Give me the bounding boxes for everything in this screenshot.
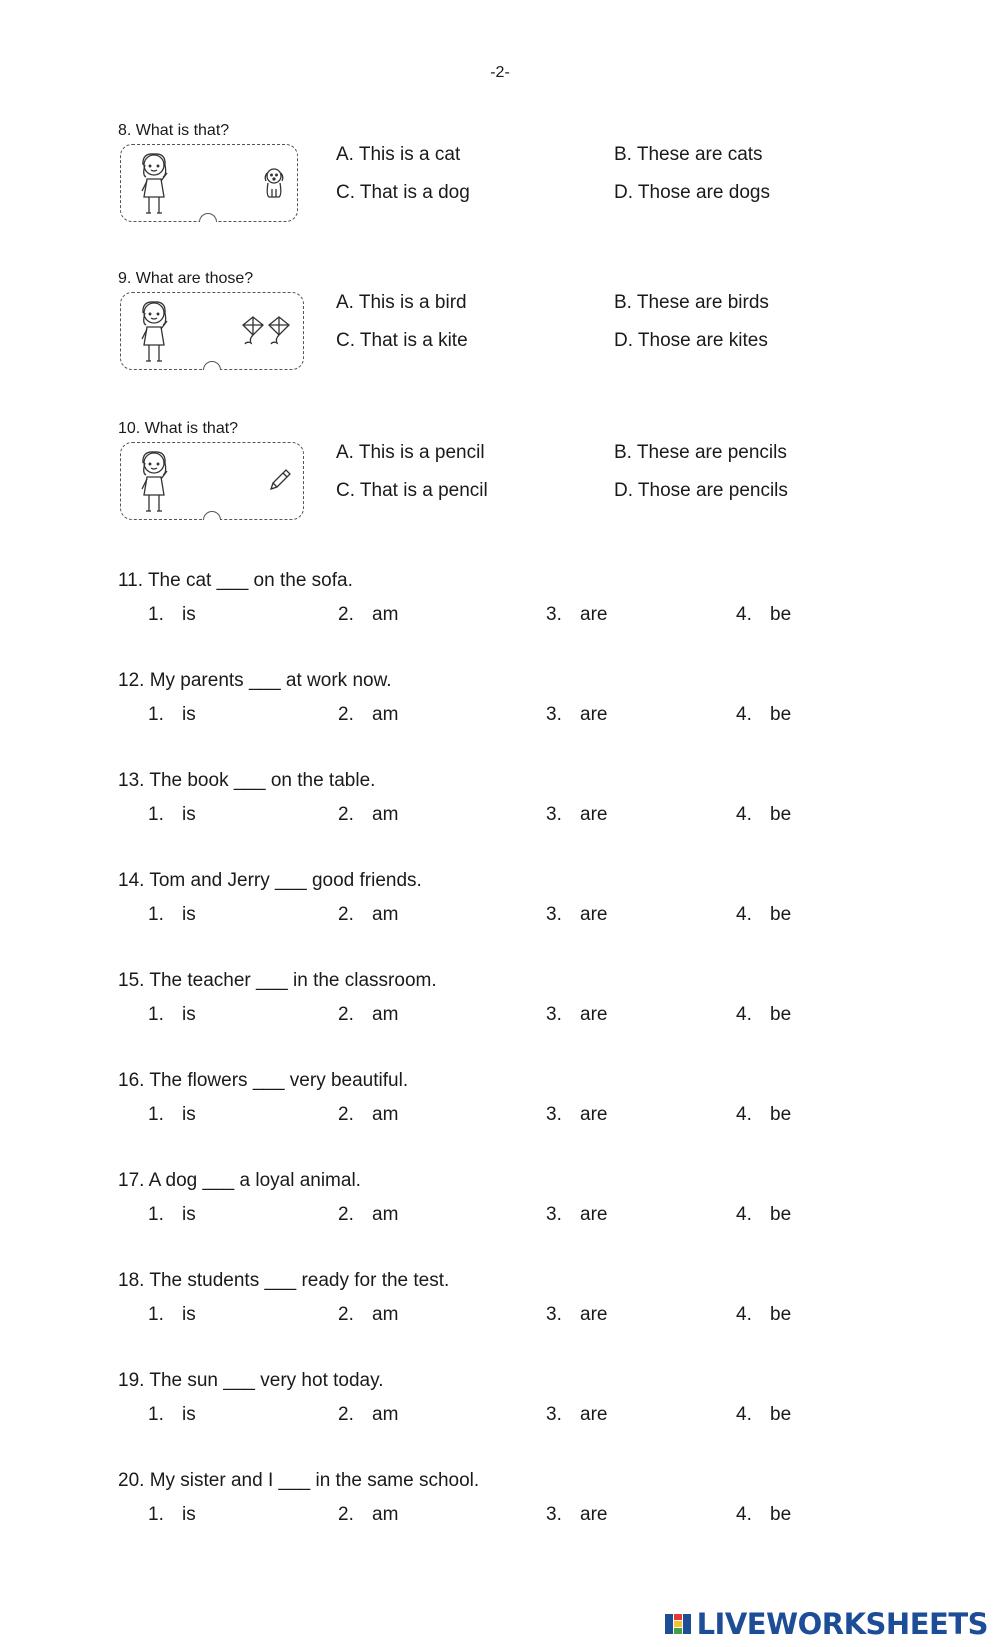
choice-3[interactable]: 3. are bbox=[546, 704, 608, 725]
option-c[interactable]: C. That is a pencil bbox=[336, 480, 488, 501]
choice-2[interactable]: 2. am bbox=[338, 1104, 399, 1125]
question-text: 12. My parents ___ at work now. bbox=[118, 670, 392, 691]
choice-4[interactable]: 4. be bbox=[736, 1004, 792, 1025]
option-a[interactable]: A. This is a bird bbox=[336, 292, 467, 313]
choice-3[interactable]: 3. are bbox=[546, 1204, 608, 1225]
question-text: 20. My sister and I ___ in the same school. bbox=[118, 1470, 480, 1491]
option-b[interactable]: B. These are birds bbox=[614, 292, 769, 313]
choice-1[interactable]: 1. is bbox=[148, 804, 196, 825]
pencil-icon bbox=[267, 467, 293, 493]
option-b[interactable]: B. These are cats bbox=[614, 144, 763, 165]
picture-question bbox=[118, 420, 878, 540]
picture-question bbox=[118, 122, 878, 242]
choice-4[interactable]: 4. be bbox=[736, 1404, 792, 1425]
question-text: 10. What is that? bbox=[118, 420, 239, 437]
choice-3[interactable]: 3. are bbox=[546, 1404, 608, 1425]
girl-icon bbox=[131, 449, 177, 515]
picture-question bbox=[118, 270, 878, 390]
option-c[interactable]: C. That is a dog bbox=[336, 182, 470, 203]
choice-1[interactable]: 1. is bbox=[148, 1204, 196, 1225]
gap-question bbox=[118, 1270, 878, 1350]
option-d[interactable]: D. Those are kites bbox=[614, 330, 768, 351]
choice-1[interactable]: 1. is bbox=[148, 904, 196, 925]
picture-frame bbox=[120, 442, 304, 520]
liveworksheets-logo-icon bbox=[665, 1612, 693, 1636]
choice-2[interactable]: 2. am bbox=[338, 804, 399, 825]
gap-question bbox=[118, 1470, 878, 1550]
gap-question bbox=[118, 1170, 878, 1250]
choice-3[interactable]: 3. are bbox=[546, 1104, 608, 1125]
choice-2[interactable]: 2. am bbox=[338, 1504, 399, 1525]
choice-2[interactable]: 2. am bbox=[338, 1204, 399, 1225]
option-c[interactable]: C. That is a kite bbox=[336, 330, 468, 351]
choice-3[interactable]: 3. are bbox=[546, 904, 608, 925]
option-a[interactable]: A. This is a pencil bbox=[336, 442, 485, 463]
gap-question bbox=[118, 570, 878, 650]
choice-4[interactable]: 4. be bbox=[736, 1304, 792, 1325]
choice-4[interactable]: 4. be bbox=[736, 704, 792, 725]
question-text: 15. The teacher ___ in the classroom. bbox=[118, 970, 437, 991]
question-text: 8. What is that? bbox=[118, 122, 230, 139]
choice-3[interactable]: 3. are bbox=[546, 1004, 608, 1025]
gap-question bbox=[118, 1070, 878, 1150]
choice-2[interactable]: 2. am bbox=[338, 904, 399, 925]
choice-1[interactable]: 1. is bbox=[148, 1404, 196, 1425]
frame-notch bbox=[203, 511, 221, 529]
choice-1[interactable]: 1. is bbox=[148, 704, 196, 725]
frame-notch bbox=[199, 213, 217, 231]
choice-4[interactable]: 4. be bbox=[736, 1204, 792, 1225]
question-text: 18. The students ___ ready for the test. bbox=[118, 1270, 450, 1291]
question-text: 17. A dog ___ a loyal animal. bbox=[118, 1170, 361, 1191]
dog-icon bbox=[261, 167, 287, 199]
option-d[interactable]: D. Those are dogs bbox=[614, 182, 770, 203]
choice-4[interactable]: 4. be bbox=[736, 1504, 792, 1525]
question-text: 13. The book ___ on the table. bbox=[118, 770, 376, 791]
choice-3[interactable]: 3. are bbox=[546, 1504, 608, 1525]
choice-4[interactable]: 4. be bbox=[736, 804, 792, 825]
choice-2[interactable]: 2. am bbox=[338, 604, 399, 625]
gap-question bbox=[118, 770, 878, 850]
choice-2[interactable]: 2. am bbox=[338, 1004, 399, 1025]
picture-frame bbox=[120, 292, 304, 370]
question-text: 11. The cat ___ on the sofa. bbox=[118, 570, 353, 591]
choice-3[interactable]: 3. are bbox=[546, 604, 608, 625]
choice-2[interactable]: 2. am bbox=[338, 1404, 399, 1425]
option-d[interactable]: D. Those are pencils bbox=[614, 480, 788, 501]
choice-4[interactable]: 4. be bbox=[736, 604, 792, 625]
option-a[interactable]: A. This is a cat bbox=[336, 144, 461, 165]
choice-4[interactable]: 4. be bbox=[736, 904, 792, 925]
brand-name: LIVEWORKSHEETS bbox=[696, 1607, 988, 1641]
gap-question bbox=[118, 870, 878, 950]
choice-2[interactable]: 2. am bbox=[338, 1304, 399, 1325]
gap-question bbox=[118, 670, 878, 750]
page-number: -2- bbox=[490, 64, 510, 81]
gap-question bbox=[118, 1370, 878, 1450]
choice-1[interactable]: 1. is bbox=[148, 1104, 196, 1125]
girl-icon bbox=[131, 151, 177, 217]
brand-watermark bbox=[665, 1607, 988, 1641]
choice-1[interactable]: 1. is bbox=[148, 1504, 196, 1525]
choice-1[interactable]: 1. is bbox=[148, 1004, 196, 1025]
frame-notch bbox=[203, 361, 221, 379]
choice-4[interactable]: 4. be bbox=[736, 1104, 792, 1125]
choice-1[interactable]: 1. is bbox=[148, 604, 196, 625]
choice-2[interactable]: 2. am bbox=[338, 704, 399, 725]
question-text: 19. The sun ___ very hot today. bbox=[118, 1370, 384, 1391]
question-text: 16. The flowers ___ very beautiful. bbox=[118, 1070, 409, 1091]
girl-icon bbox=[131, 299, 177, 365]
kites-icon bbox=[241, 315, 293, 345]
choice-3[interactable]: 3. are bbox=[546, 804, 608, 825]
question-text: 9. What are those? bbox=[118, 270, 254, 287]
question-text: 14. Tom and Jerry ___ good friends. bbox=[118, 870, 422, 891]
gap-question bbox=[118, 970, 878, 1050]
option-b[interactable]: B. These are pencils bbox=[614, 442, 787, 463]
picture-frame bbox=[120, 144, 298, 222]
choice-1[interactable]: 1. is bbox=[148, 1304, 196, 1325]
choice-3[interactable]: 3. are bbox=[546, 1304, 608, 1325]
